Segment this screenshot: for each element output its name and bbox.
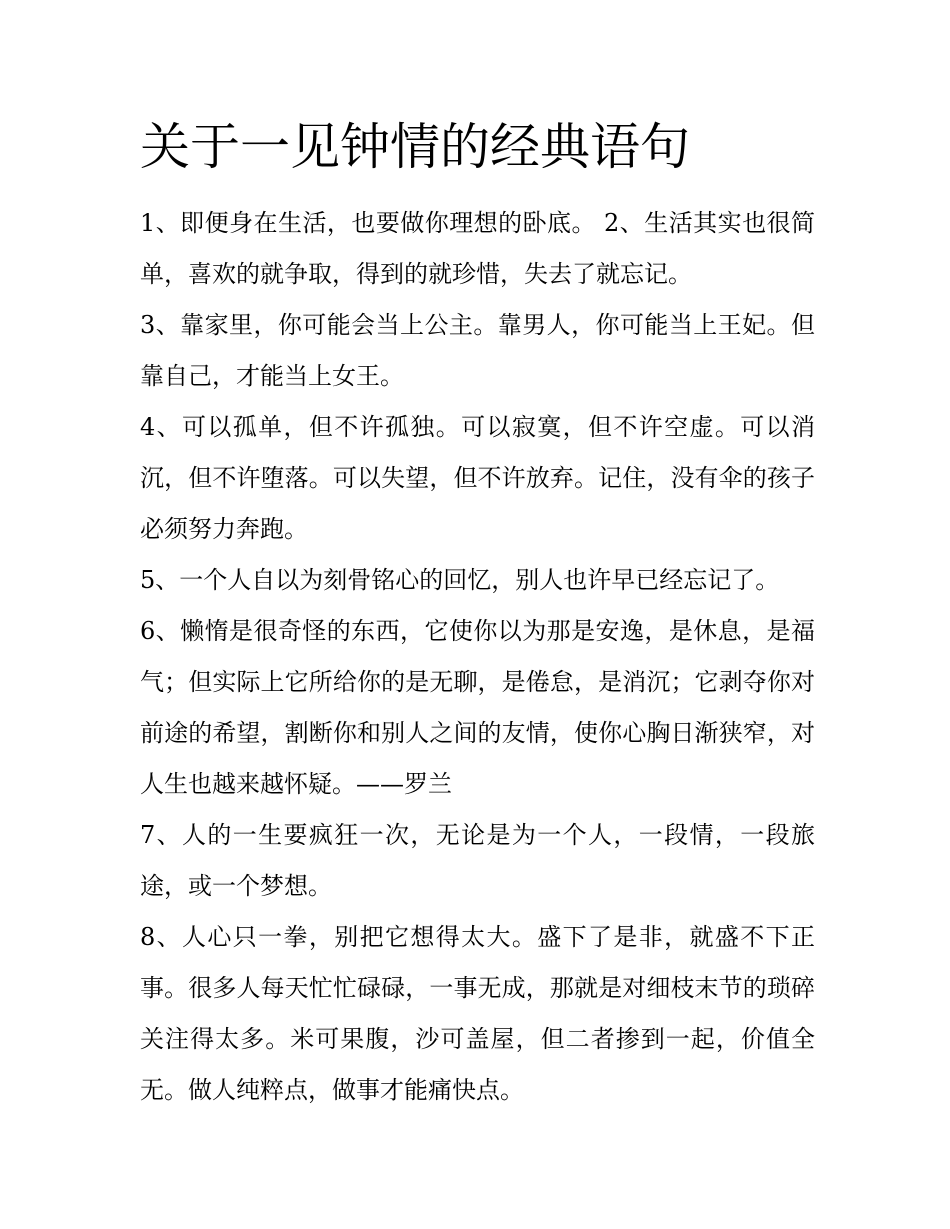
paragraph-5: 6、懒惰是很奇怪的东西，它使你以为那是安逸，是休息，是福气；但实际上它所给你的是无聊，是倦怠，是消沉；它剥夺你对前途的希望，割断你和别人之间的友情，使你心胸日渐狭窄，对人生也越来越怀疑。——罗兰 [140,617,815,798]
document-body [140,198,815,1116]
document-title: 关于一见钟情的经典语句 [140,118,690,176]
paragraph-1: 1、即便身在生活，也要做你理想的卧底。 2、生活其实也很简单，喜欢的就争取，得到的就珍惜，失去了就忘记。 [140,209,815,288]
paragraph-3: 4、可以孤单，但不许孤独。可以寂寞，但不许空虚。可以消沉，但不许堕落。可以失望，但不许放弃。记住，没有伞的孩子必须努力奔跑。 [140,413,815,543]
paragraph-7: 8、人心只一拳，别把它想得太大。盛下了是非，就盛不下正事。很多人每天忙忙碌碌，一事无成，那就是对细枝末节的琐碎关注得太多。米可果腹，沙可盖屋，但二者掺到一起，价值全无。做人纯粹点，做事才能痛快点。 [140,923,815,1104]
paragraph-2: 3、靠家里，你可能会当上公主。靠男人，你可能当上王妃。但靠自己，才能当上女王。 [140,311,815,390]
paragraph-6: 7、人的一生要疯狂一次，无论是为一个人，一段情，一段旅途，或一个梦想。 [140,821,815,900]
paragraph-4: 5、一个人自以为刻骨铭心的回忆，别人也许早已经忘记了。 [140,566,780,594]
